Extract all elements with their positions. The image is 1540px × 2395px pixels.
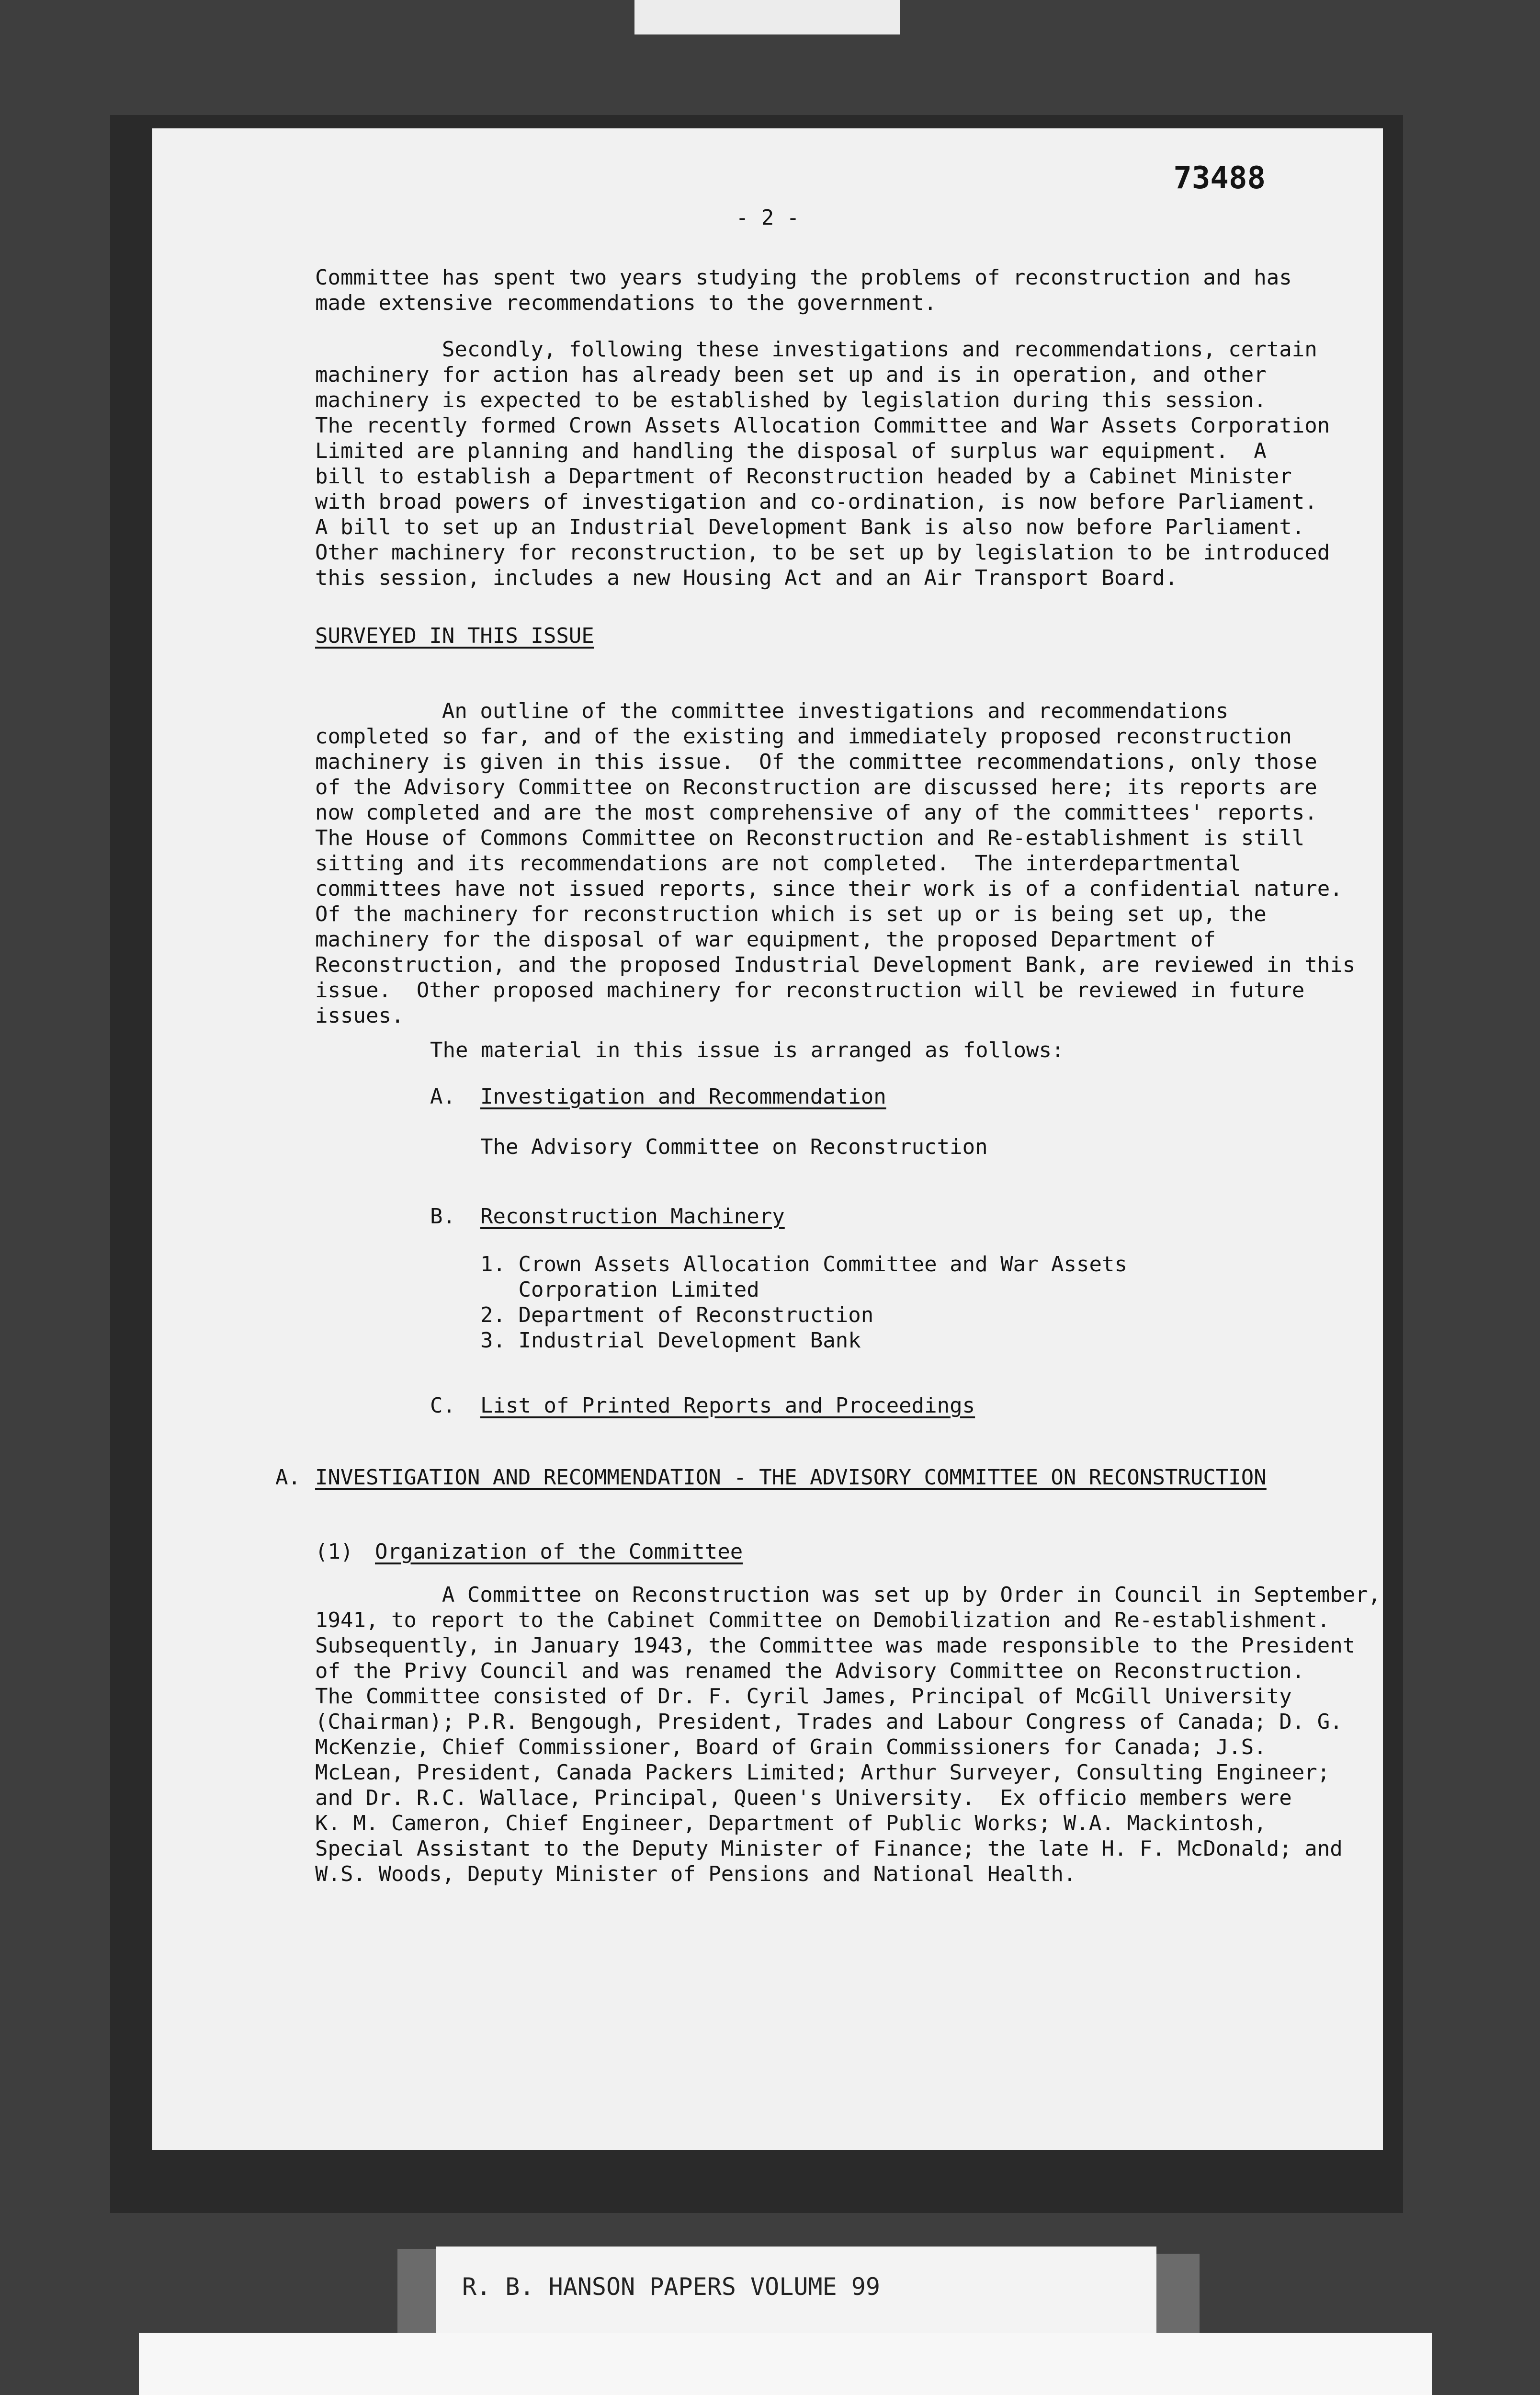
film-clip-right [1154,2254,1200,2340]
secondly-paragraph: Secondly, following these investigations and recommendations, certain machinery for action has already been set up and is in operation, and other machinery is expected to be established by legislation during this session. The recently formed Crown Assets Allocation Committee and War Assets Corporation Limited are planning and handling the disposal of surplus war equipment. A bill to establish a Department of Reconstruction headed by a Cabinet Minister with broad powers of investigation and co-ordination, is now before Parliament. A bill to set up an Industrial Development Bank is also now before Parliament. Other machinery for reconstruction, to be set up by legislation to be introduced this session, includes a new Housing Act and an Air Transport Board. [315,337,1330,590]
intro-paragraph: Committee has spent two years studying the problems of reconstruction and has made extensive recommendations to the government. [315,265,1292,315]
outline-b-items: 1. Crown Assets Allocation Committee and War Assets Corporation Limited 2. Department of Reconstruction 3. Industrial Development Bank [480,1252,1128,1353]
subsection-1-heading: Organization of the Committee [375,1540,743,1564]
subsection-1-number: (1) [315,1540,353,1564]
document-number: 73488 [1173,160,1266,196]
outline-c-letter: C. [430,1393,455,1418]
document-page [152,128,1383,2150]
outline-a-letter: A. [430,1084,455,1109]
outline-a-sub: The Advisory Committee on Reconstruction [480,1135,988,1159]
section-a-heading: INVESTIGATION AND RECOMMENDATION - THE ADVISORY COMMITTEE ON RECONSTRUCTION [315,1465,1267,1490]
organization-paragraph: A Committee on Reconstruction was set up by Order in Council in September, 1941, to report to the Cabinet Committee on Demobilization and Re-establishment. Subsequently, in January 1943, the Committee was made responsible to the President of the Privy Council and was renamed the Advisory Committee on Reconstruction. The Committee consisted of Dr. F. Cyril James, Principal of McGill University (Chairman); P.R. Bengough, President, Trades and Labour Congress of Canada; D. G. McKenzie, Chief Commissioner, Board of Grain Commissioners for Canada; J.S. McLean, President, Canada Packers Limited; Arthur Surveyer, Consulting Engineer; and Dr. R.C. Wallace, Principal, Queen's University. Ex officio members were K. M. Cameron, Chief Engineer, Department of Public Works; W.A. Mackintosh, Special Assistant to the Deputy Minister of Finance; the late H. F. McDonald; and W.S. Woods, Deputy Minister of Pensions and National Health. [315,1583,1381,1886]
outline-b-title: Reconstruction Machinery [480,1204,785,1229]
surveyed-heading: SURVEYED IN THIS ISSUE [315,624,594,648]
film-label-slip [436,2247,1156,2342]
arranged-intro: The material in this issue is arranged as follows: [430,1038,1064,1062]
section-a-letter: A. [275,1465,301,1490]
film-clip-left [397,2249,441,2340]
outline-c-title: List of Printed Reports and Proceedings [480,1393,975,1418]
outline-a-title: Investigation and Recommendation [480,1084,886,1109]
archive-card [139,2333,1432,2395]
film-leader-tab [634,0,900,34]
outline-b-letter: B. [430,1204,455,1229]
film-label: R. B. HANSON PAPERS VOLUME 99 [462,2273,880,2301]
surveyed-paragraph: An outline of the committee investigations and recommendations completed so far, and of the existing and immediately proposed reconstruction machinery is given in this issue. Of the committee recommendations, only those of the Advisory Committee on Reconstruction are discussed here; its reports are now completed and are the most comprehensive of any of the committees' reports. The House of Commons Committee on Reconstruction and Re-establishment is still sitting and its recommendations are not completed. The interdepartmental committees have not issued reports, since their work is of a confidential nature. Of the machinery for reconstruction which is set up or is being set up, the machinery for the disposal of war equipment, the proposed Department of Reconstruction, and the proposed Industrial Development Bank, are reviewed in this issue. Other proposed machinery for reconstruction will be reviewed in future issues. [315,699,1356,1028]
page-number: - 2 - [736,205,800,230]
